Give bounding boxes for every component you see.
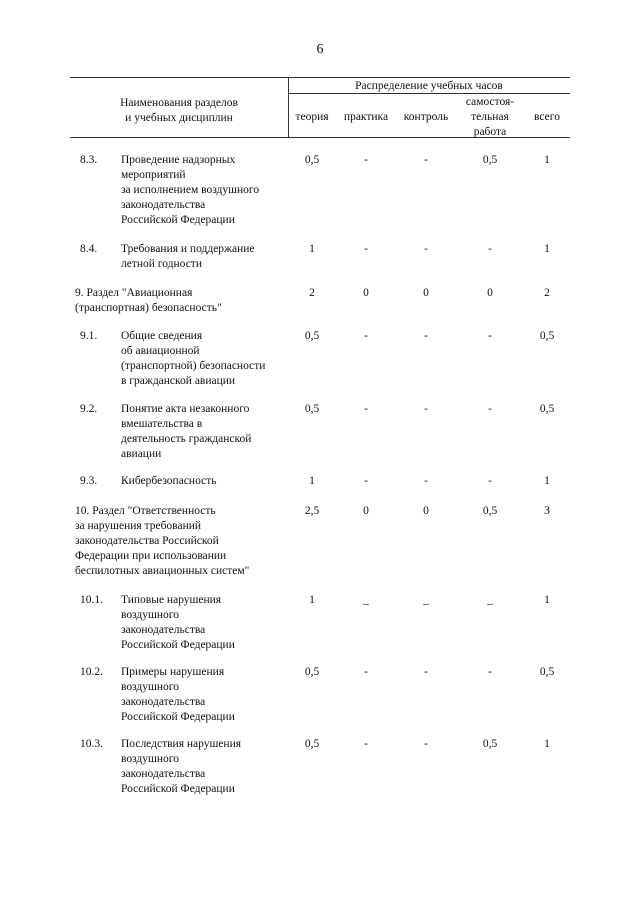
title-line: авиации: [121, 448, 162, 460]
title-line: деятельность гражданской: [121, 433, 252, 445]
column-header-total: всего: [534, 111, 560, 123]
title-line: Требования и поддержание: [121, 243, 255, 255]
section-title: [75, 504, 249, 579]
hours-control: -: [424, 666, 428, 678]
row-number: 9.2.: [80, 403, 98, 415]
row-number: 9.1.: [80, 330, 98, 342]
page-number: 6: [316, 42, 324, 57]
column-header-control: контроль: [403, 111, 449, 123]
column-header-name-line2: и учебных дисциплин: [125, 112, 233, 124]
hours-control: -: [424, 243, 428, 255]
hours-control: -: [424, 330, 428, 342]
title-line: в гражданской авиации: [121, 375, 236, 387]
row-number: 10.3.: [80, 738, 103, 750]
hours-theory: 0,5: [304, 666, 320, 678]
column-header-self-line2: тельная: [471, 111, 509, 123]
hours-practice: _: [363, 594, 369, 606]
hours-theory: 1: [309, 475, 315, 487]
hours-theory: 0,5: [304, 738, 320, 750]
hours-control: -: [424, 154, 428, 166]
column-header-self-line1: самостоя-: [465, 96, 515, 108]
title-line: (транспортная) безопасность": [75, 302, 222, 314]
table-top-rule: [70, 77, 570, 78]
title-line: 10. Раздел "Ответственность: [75, 505, 216, 517]
hours-practice: -: [364, 330, 368, 342]
row-number: 10.2.: [80, 666, 103, 678]
hours-practice: -: [364, 154, 368, 166]
title-line: Общие сведения: [121, 330, 203, 342]
hours-self: -: [488, 666, 492, 678]
column-header-name-line1: Наименования разделов: [120, 97, 238, 109]
title-line: Примеры нарушения: [121, 666, 225, 678]
hours-total: 1: [544, 738, 550, 750]
hours-self: 0,5: [482, 738, 498, 750]
hours-total: 1: [544, 154, 550, 166]
title-line: Понятие акта незаконного: [121, 403, 250, 415]
hours-control: 0: [423, 505, 429, 517]
column-header-distribution: Распределение учебных часов: [355, 80, 503, 92]
hours-self: -: [488, 330, 492, 342]
row-number: 10.1.: [80, 594, 103, 606]
hours-practice: -: [364, 666, 368, 678]
column-header-practice: практика: [343, 111, 389, 123]
hours-total: 0,5: [539, 666, 555, 678]
title-line: об авиационной: [121, 345, 200, 357]
discipline-title: [121, 153, 259, 228]
hours-theory: 2,5: [304, 505, 320, 517]
hours-total: 2: [544, 287, 550, 299]
discipline-title: [121, 593, 235, 653]
title-line: вмешательства в: [121, 418, 203, 430]
hours-total: 0,5: [539, 330, 555, 342]
title-line: Кибербезопасность: [121, 475, 217, 487]
column-header-theory: теория: [295, 111, 329, 123]
title-line: Федерации при использовании: [75, 550, 227, 562]
title-line: беспилотных авиационных систем": [75, 565, 250, 577]
hours-theory: 2: [309, 287, 315, 299]
title-line: воздушного: [121, 609, 179, 621]
hours-total: 0,5: [539, 403, 555, 415]
column-header-self-line3: работа: [473, 126, 507, 138]
hours-self: _: [487, 594, 493, 606]
title-line: Российской Федерации: [121, 639, 235, 651]
hours-practice: -: [364, 403, 368, 415]
hours-theory: 0,5: [304, 403, 320, 415]
hours-self: -: [488, 403, 492, 415]
column-header-name: [70, 96, 288, 126]
title-line: за нарушения требований: [75, 520, 202, 532]
hours-theory: 1: [309, 243, 315, 255]
title-line: летной годности: [121, 258, 202, 270]
title-line: мероприятий: [121, 169, 186, 181]
hours-self: 0,5: [482, 154, 498, 166]
hours-control: -: [424, 403, 428, 415]
row-number: 9.3.: [80, 475, 98, 487]
title-line: за исполнением воздушного: [121, 184, 260, 196]
hours-control: 0: [423, 287, 429, 299]
title-line: воздушного: [121, 753, 179, 765]
title-line: 9. Раздел "Авиационная: [75, 287, 193, 299]
discipline-title: [121, 665, 235, 725]
title-line: законодательства: [121, 199, 206, 211]
title-line: законодательства Российской: [75, 535, 219, 547]
hours-total: 1: [544, 243, 550, 255]
hours-practice: 0: [363, 287, 369, 299]
hours-theory: 0,5: [304, 330, 320, 342]
hours-theory: 1: [309, 594, 315, 606]
hours-practice: 0: [363, 505, 369, 517]
title-line: Российской Федерации: [121, 214, 235, 226]
title-line: Российской Федерации: [121, 783, 235, 795]
hours-total: 1: [544, 594, 550, 606]
hours-self: -: [488, 475, 492, 487]
title-line: воздушного: [121, 681, 179, 693]
discipline-title: [121, 329, 265, 389]
hours-self: 0,5: [482, 505, 498, 517]
discipline-title: [121, 474, 216, 489]
hours-total: 3: [544, 505, 550, 517]
title-line: законодательства: [121, 624, 206, 636]
hours-total: 1: [544, 475, 550, 487]
column-header-self-study: [456, 95, 524, 140]
hours-control: -: [424, 738, 428, 750]
hours-theory: 0,5: [304, 154, 320, 166]
title-line: Проведение надзорных: [121, 154, 236, 166]
title-line: Типовые нарушения: [121, 594, 222, 606]
section-title: [75, 286, 222, 316]
title-line: законодательства: [121, 768, 206, 780]
discipline-title: [121, 737, 241, 797]
row-number: 8.3.: [80, 154, 98, 166]
title-line: Российской Федерации: [121, 711, 235, 723]
hours-control: -: [424, 475, 428, 487]
hours-practice: -: [364, 738, 368, 750]
discipline-title: [121, 242, 255, 272]
row-number: 8.4.: [80, 243, 98, 255]
hours-self: -: [488, 243, 492, 255]
title-line: Последствия нарушения: [121, 738, 242, 750]
hours-self: 0: [487, 287, 493, 299]
title-line: (транспортной) безопасности: [121, 360, 266, 372]
hours-control: _: [423, 594, 429, 606]
hours-practice: -: [364, 475, 368, 487]
hours-practice: -: [364, 243, 368, 255]
title-line: законодательства: [121, 696, 206, 708]
discipline-title: [121, 402, 251, 462]
